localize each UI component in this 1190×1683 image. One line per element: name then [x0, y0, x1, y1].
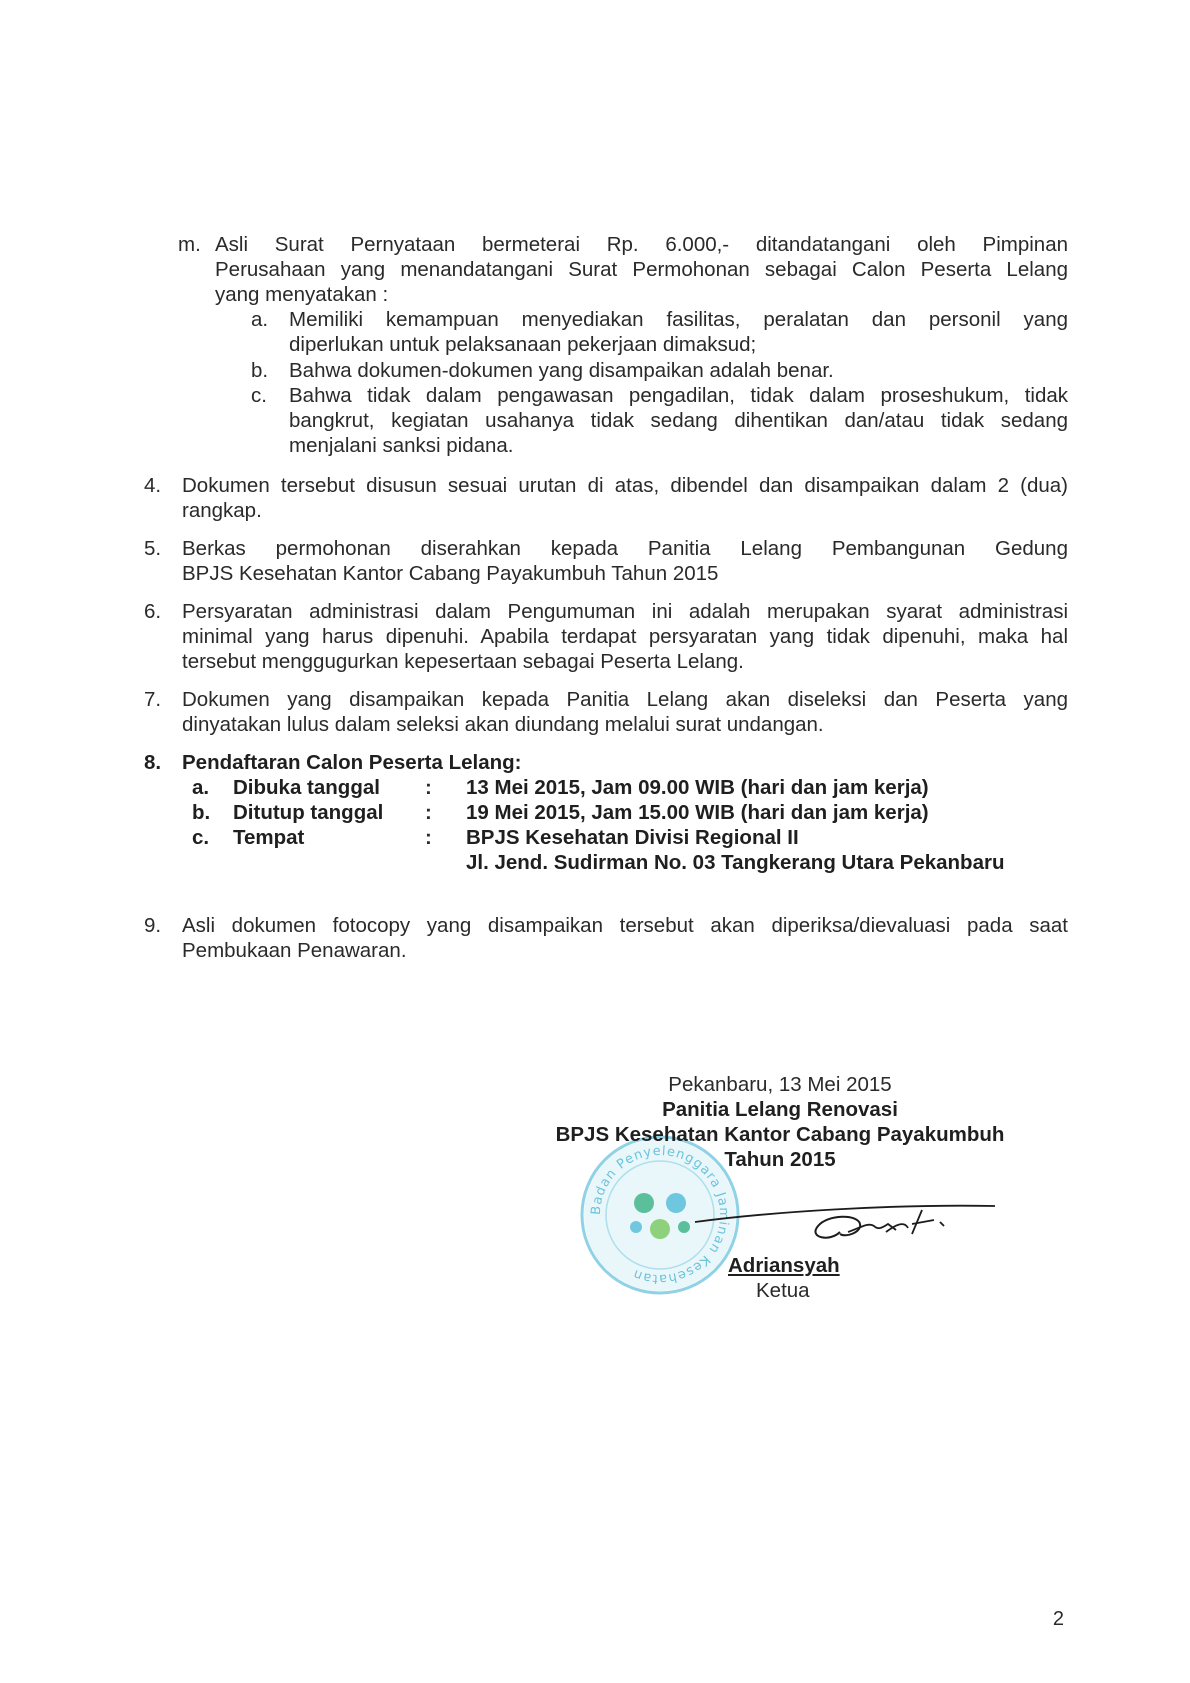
subitem-a-line-1: Memiliki kemampuan menyediakan fasilitas, peralatan dan personil yang [289, 308, 1068, 331]
item-8a-label: Dibuka tanggal [233, 776, 380, 799]
item-8-address: Jl. Jend. Sudirman No. 03 Tangkerang Utara Pekanbaru [466, 851, 1005, 874]
place-date: Pekanbaru, 13 Mei 2015 [668, 1073, 892, 1096]
item-6-line-1: Persyaratan administrasi dalam Pengumuman ini adalah merupakan syarat administrasi [182, 600, 1068, 623]
item-m-line-1: Asli Surat Pernyataan bermeterai Rp. 6.000,- ditandatangani oleh Pimpinan [215, 233, 1068, 256]
item-8c-label: Tempat [233, 826, 305, 849]
item-m-marker: m. [178, 233, 201, 256]
signatory-position: Ketua [756, 1279, 810, 1302]
subitem-b-line-1: Bahwa dokumen-dokumen yang disampaikan adalah benar. [289, 359, 834, 382]
item-m-line-2: Perusahaan yang menandatangani Surat Permohonan sebagai Calon Peserta Lelang [215, 258, 1068, 281]
item-8a-value: 13 Mei 2015, Jam 09.00 WIB (hari dan jam kerja) [466, 776, 929, 799]
item-8b-marker: b. [192, 801, 211, 824]
item-9-line-2: Pembukaan Penawaran. [182, 939, 407, 962]
signatory-name: Adriansyah [728, 1254, 840, 1277]
item-4-marker: 4. [144, 474, 162, 497]
subitem-c-line-2: bangkrut, kegiatan usahanya tidak sedang dihentikan dan/atau tidak sedang [289, 409, 1068, 432]
item-6-line-3: tersebut menggugurkan kepesertaan sebagai Peserta Lelang. [182, 650, 744, 673]
stamp-text: Badan Penyelenggara Jaminan Kesehatan [588, 1143, 732, 1287]
item-8a-colon: : [425, 776, 432, 799]
item-7-line-1: Dokumen yang disampaikan kepada Panitia Lelang akan diseleksi dan Peserta yang [182, 688, 1068, 711]
item-9-line-1: Asli dokumen fotocopy yang disampaikan tersebut akan diperiksa/dievaluasi pada saat [182, 914, 1068, 937]
item-4-line-1: Dokumen tersebut disusun sesuai urutan di atas, dibendel dan disampaikan dalam 2 (dua) [182, 474, 1068, 497]
page-number: 2 [1052, 1608, 1064, 1630]
item-6-marker: 6. [144, 600, 162, 623]
item-8b-label: Ditutup tanggal [233, 801, 384, 824]
subitem-c-line-1: Bahwa tidak dalam pengawasan pengadilan, tidak dalam proseshukum, tidak [289, 384, 1068, 407]
subitem-b-marker: b. [251, 359, 269, 382]
subitem-c-line-3: menjalani sanksi pidana. [289, 434, 514, 457]
item-8a-marker: a. [192, 776, 210, 799]
item-7-line-2: dinyatakan lulus dalam seleksi akan diundang melalui surat undangan. [182, 713, 824, 736]
item-6-line-2: minimal yang harus dipenuhi. Apabila terdapat persyaratan yang tidak dipenuhi, maka hal [182, 625, 1068, 648]
item-5-marker: 5. [144, 537, 162, 560]
item-8b-value: 19 Mei 2015, Jam 15.00 WIB (hari dan jam kerja) [466, 801, 929, 824]
item-8b-colon: : [425, 801, 432, 824]
subitem-c-marker: c. [251, 384, 267, 407]
item-8-marker: 8. [144, 751, 162, 774]
item-8c-marker: c. [192, 826, 210, 849]
committee-year: Tahun 2015 [724, 1148, 836, 1171]
office-name: BPJS Kesehatan Kantor Cabang Payakumbuh [555, 1123, 1005, 1146]
subitem-a-marker: a. [251, 308, 269, 331]
item-8c-colon: : [425, 826, 432, 849]
item-9-marker: 9. [144, 914, 162, 937]
item-8-heading: Pendaftaran Calon Peserta Lelang: [182, 751, 522, 774]
item-4-line-2: rangkap. [182, 499, 262, 522]
item-5-line-1: Berkas permohonan diserahkan kepada Panitia Lelang Pembangunan Gedung [182, 537, 1068, 560]
subitem-a-line-2: diperlukan untuk pelaksanaan pekerjaan dimaksud; [289, 333, 757, 356]
item-7-marker: 7. [144, 688, 162, 711]
item-m-line-3: yang menyatakan : [215, 283, 389, 306]
handwritten-signature [690, 1170, 1010, 1260]
item-8c-value: BPJS Kesehatan Divisi Regional II [466, 826, 799, 849]
item-5-line-2: BPJS Kesehatan Kantor Cabang Payakumbuh Tahun 2015 [182, 562, 719, 585]
committee-name: Panitia Lelang Renovasi [662, 1098, 898, 1121]
